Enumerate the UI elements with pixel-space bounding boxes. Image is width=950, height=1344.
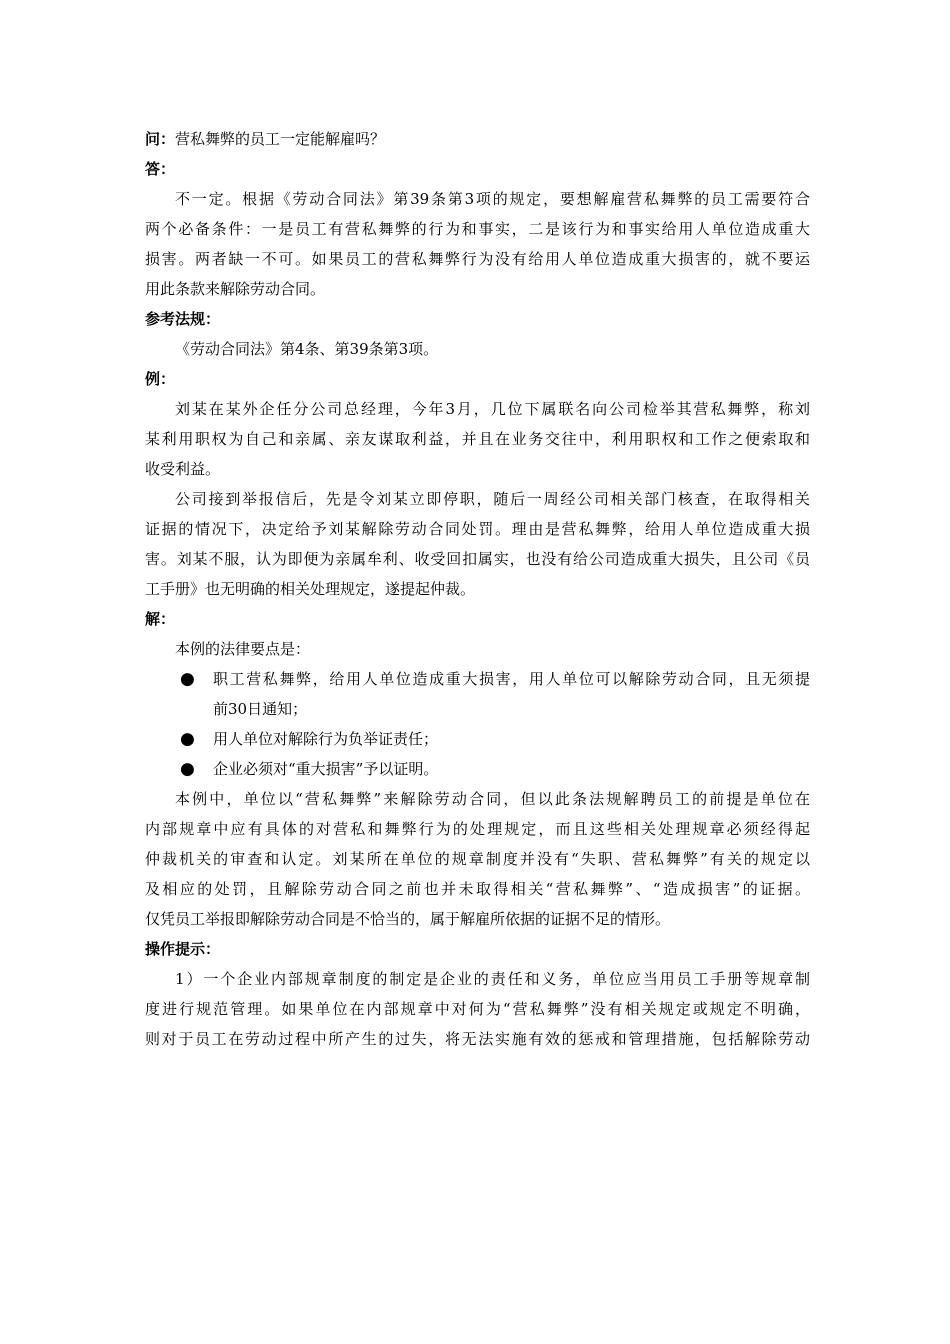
- question-label: 问：: [145, 130, 176, 148]
- example-line: 公司接到举报信后，先是令刘某立即停职，随后一周经公司相关部门核查，在取得相关: [175, 490, 810, 508]
- document-content: [145, 124, 810, 1054]
- answer-line: 不一定。根据《劳动合同法》第39条第3项的规定，要想解雇营私舞弊的员工需要符合: [175, 190, 810, 208]
- bullet-dot-icon: ●: [180, 759, 195, 779]
- bullet-dot-icon: ●: [180, 729, 195, 749]
- solution-label: 解：: [145, 610, 176, 628]
- answer-line: 用此条款来解除劳动合同。: [145, 280, 326, 298]
- example-line: 害。刘某不服，认为即便为亲属牟利、收受回扣属实，也没有给公司造成重大损失，且公司《员: [145, 550, 810, 568]
- bullet-continuation: 前30日通知；: [213, 700, 308, 718]
- bullet-dot-icon: ●: [180, 669, 195, 689]
- analysis-line: 及相应的处罚，且解除劳动合同之前也并未取得相关“营私舞弊”、“造成损害”的证据。: [145, 880, 810, 898]
- question-line: [145, 124, 810, 154]
- answer-line: 两个必备条件：一是员工有营私舞弊的行为和事实，二是该行为和事实给用人单位造成重大: [145, 220, 810, 238]
- bullet-text: 用人单位对解除行为负举证责任；: [213, 730, 439, 748]
- example-line: 工手册》也无明确的相关处理规定，遂提起仲裁。: [145, 580, 476, 598]
- tips-label: 操作提示：: [145, 940, 221, 958]
- example-line: 证据的情况下，决定给予刘某解除劳动合同处罚。理由是营私舞弊，给用人单位造成重大损: [145, 520, 810, 538]
- answer-label: 答：: [145, 160, 176, 178]
- example-line: 某利用职权为自己和亲属、亲友谋取利益，并且在业务交往中，利用职权和工作之便索取和: [145, 430, 810, 448]
- bullet-item: [145, 754, 810, 784]
- bullet-text: 职工营私舞弊，给用人单位造成重大损害，用人单位可以解除劳动合同，且无须提: [213, 670, 810, 688]
- solution-intro: 本例的法律要点是：: [175, 640, 311, 658]
- bullet-item: [145, 664, 810, 694]
- bullet-text: 企业必须对“重大损害”予以证明。: [213, 760, 439, 778]
- reference-label: 参考法规：: [145, 310, 221, 328]
- question-text: 营私舞弊的员工一定能解雇吗？: [175, 130, 386, 148]
- analysis-line: 仅凭员工举报即解除劳动合同是不恰当的，属于解雇所依据的证据不足的情形。: [145, 910, 671, 928]
- analysis-line: 本例中，单位以“营私舞弊”来解除劳动合同，但以此条法规解聘员工的前提是单位在: [175, 790, 810, 808]
- tips-line: 则对于员工在劳动过程中所产生的过失，将无法实施有效的惩戒和管理措施，包括解除劳动: [145, 1030, 810, 1048]
- analysis-line: 内部规章中应有具体的对营私和舞弊行为的处理规定，而且这些相关处理规章必须经得起: [145, 820, 810, 838]
- tips-line: 1）一个企业内部规章制度的制定是企业的责任和义务，单位应当用员工手册等规章制: [175, 970, 810, 988]
- reference-text: 《劳动合同法》第4条、第39条第3项。: [175, 340, 439, 358]
- example-line: 收受利益。: [145, 460, 221, 478]
- tips-line: 度进行规范管理。如果单位在内部规章中对何为“营私舞弊”没有相关规定或规定不明确，: [145, 1000, 810, 1018]
- example-label: 例：: [145, 370, 176, 388]
- answer-line: 损害。两者缺一不可。如果员工的营私舞弊行为没有给用人单位造成重大损害的，就不要运: [145, 250, 810, 268]
- analysis-line: 仲裁机关的审查和认定。刘某所在单位的规章制度并没有“失职、营私舞弊”有关的规定以: [145, 850, 810, 868]
- example-line: 刘某在某外企任分公司总经理，今年3月，几位下属联名向公司检举其营私舞弊，称刘: [175, 400, 810, 418]
- bullet-item: [145, 724, 810, 754]
